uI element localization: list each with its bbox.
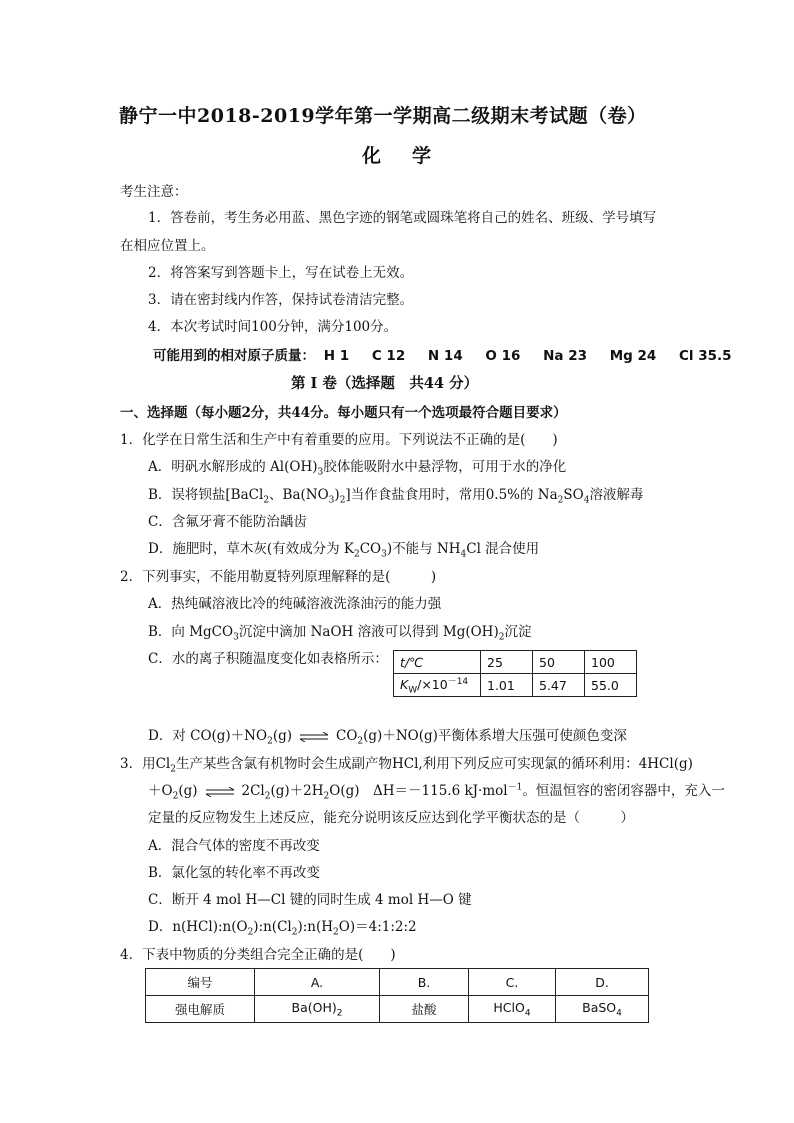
kw-table-kw-label: $K_W/\times 10^{-14}$	[394, 674, 481, 697]
kw-table-row-kw	[394, 674, 637, 697]
kw-table-temp-50: 50	[533, 651, 585, 674]
classification-header-a: A.	[255, 969, 380, 996]
q3-stem-line-1: 3．用$Cl_2$生产某些含氯有机物时会生成副产物HCl,利用下列反应可实现氯的循环利用：4HCl(g)	[120, 756, 693, 775]
atomic-mass-o: O 16	[485, 348, 521, 364]
exam-title: 静宁一中2018-2019学年第一学期高二级期末考试题（卷）	[119, 105, 647, 127]
kw-table-kw-25: 1.01	[481, 674, 533, 697]
atomic-mass-na: Na 23	[543, 348, 587, 364]
classification-header-c: C.	[469, 969, 556, 996]
classification-header-number: 编号	[146, 969, 255, 996]
q1-option-b: B．误将钡盐[BaCl$_2$、$Ba(NO_3)_2$]当作食盐食用时，常用0.5%的 $Na_2SO_4$溶液解毒	[148, 487, 644, 506]
atomic-mass-cl: Cl 35.5	[679, 348, 732, 364]
q1-option-c: C．含氟牙膏不能防治龋齿	[148, 514, 307, 530]
classification-row-label: 强电解质	[146, 996, 255, 1023]
q2-option-b: B．向 MgCO$_3$沉淀中滴加 NaOH 溶液可以得到 $Mg(OH)_2$沉淀	[148, 624, 532, 643]
q1-option-d: D．施肥时，草木灰(有效成分为 $K_2CO_3$)不能与 $NH_4Cl$ 混合使用	[148, 541, 540, 560]
classification-cell-b: 盐酸	[380, 996, 469, 1023]
notice-item-1a: 1．答卷前，考生务必用蓝、黑色字迹的钢笔或圆珠笔将自己的姓名、班级、学号填写	[148, 210, 657, 226]
q2-option-c: C．水的离子积随温度变化如表格所示：	[148, 651, 388, 667]
classification-table-header	[146, 969, 649, 996]
q3-option-a: A．混合气体的密度不再改变	[148, 838, 320, 854]
classification-header-d: D.	[556, 969, 649, 996]
q2-stem: 2．下列事实，不能用勒夏特列原理解释的是( )	[120, 569, 437, 585]
atomic-mass-n: N 14	[427, 348, 463, 364]
atomic-mass-label: 可能用到的相对原子质量：	[153, 348, 315, 364]
classification-row-strong-electrolyte	[146, 996, 649, 1023]
q2-option-d: D．对 $CO(g)+NO_2(g)$ $CO_2(g)+NO(g)$平衡体系增大压强可使颜色变深	[148, 728, 627, 747]
kw-table-temp-100: 100	[585, 651, 637, 674]
classification-header-b: B.	[380, 969, 469, 996]
atomic-mass-h: H 1	[323, 348, 350, 364]
notice-item-2: 2．将答案写到答题卡上，写在试卷上无效。	[148, 265, 414, 281]
part-1-title: 第 I 卷（选择题 共44 分）	[291, 375, 479, 392]
atomic-mass-c: C 12	[371, 348, 406, 364]
q3-option-c: C．断开 4 mol H—Cl 键的同时生成 4 mol H—O 键	[148, 892, 472, 908]
q4-stem: 4．下表中物质的分类组合完全正确的是( )	[120, 947, 396, 963]
q1-option-a: A．明矾水解形成的 $Al(OH)_3$胶体能吸附水中悬浮物，可用于水的净化	[148, 459, 567, 478]
equilibrium-arrow-icon	[204, 787, 236, 797]
subject-char-2: 学	[412, 145, 432, 167]
q3-option-b: B．氯化氢的转化率不再改变	[148, 865, 320, 881]
kw-table-row-temp	[394, 651, 637, 674]
kw-table-kw-50: 5.47	[533, 674, 585, 697]
q3-option-d: D．$n(HCl):n(O_2):n(Cl_2):n(H_2O)=4:1:2:2$	[148, 919, 417, 938]
atomic-mass-mg: Mg 24	[609, 348, 657, 364]
atomic-mass-line	[153, 344, 732, 364]
kw-table-temp-25: 25	[481, 651, 533, 674]
q2-option-a: A．热纯碱溶液比冷的纯碱溶液洗涤油污的能力强	[148, 596, 442, 612]
classification-table	[145, 968, 649, 1023]
notice-item-3: 3．请在密封线内作答，保持试卷清洁完整。	[148, 292, 414, 308]
classification-cell-d: BaSO$_4$	[556, 996, 649, 1023]
q3-stem-line-3: 定量的反应物发生上述反应，能充分说明该反应达到化学平衡状态的是（ ）	[148, 810, 634, 826]
q3-stem-line-2: $+O_2(g)$ $2Cl_2(g)+2H_2O(g)$ ΔH＝－115.6 kJ·mol$^{-1}$。恒温恒容的密闭容器中，充入一	[148, 782, 725, 802]
classification-cell-a: $Ba(OH)_2$	[255, 996, 380, 1023]
notice-item-1b: 在相应位置上。	[120, 238, 215, 254]
equilibrium-arrow-icon	[298, 732, 330, 742]
q1-stem: 1．化学在日常生活和生产中有着重要的应用。下列说法不正确的是( )	[120, 432, 558, 448]
classification-cell-c: HClO$_4$	[469, 996, 556, 1023]
kw-table-kw-100: 55.0	[585, 674, 637, 697]
section-1-title: 一、选择题（每小题2分，共44分。每小题只有一个选项最符合题目要求）	[120, 405, 567, 421]
subject-char-1: 化	[362, 145, 382, 167]
notice-heading: 考生注意：	[120, 184, 188, 200]
notice-item-4: 4．本次考试时间100分钟，满分100分。	[148, 319, 398, 335]
kw-table	[393, 650, 637, 697]
kw-table-temp-label: t/℃	[394, 651, 481, 674]
